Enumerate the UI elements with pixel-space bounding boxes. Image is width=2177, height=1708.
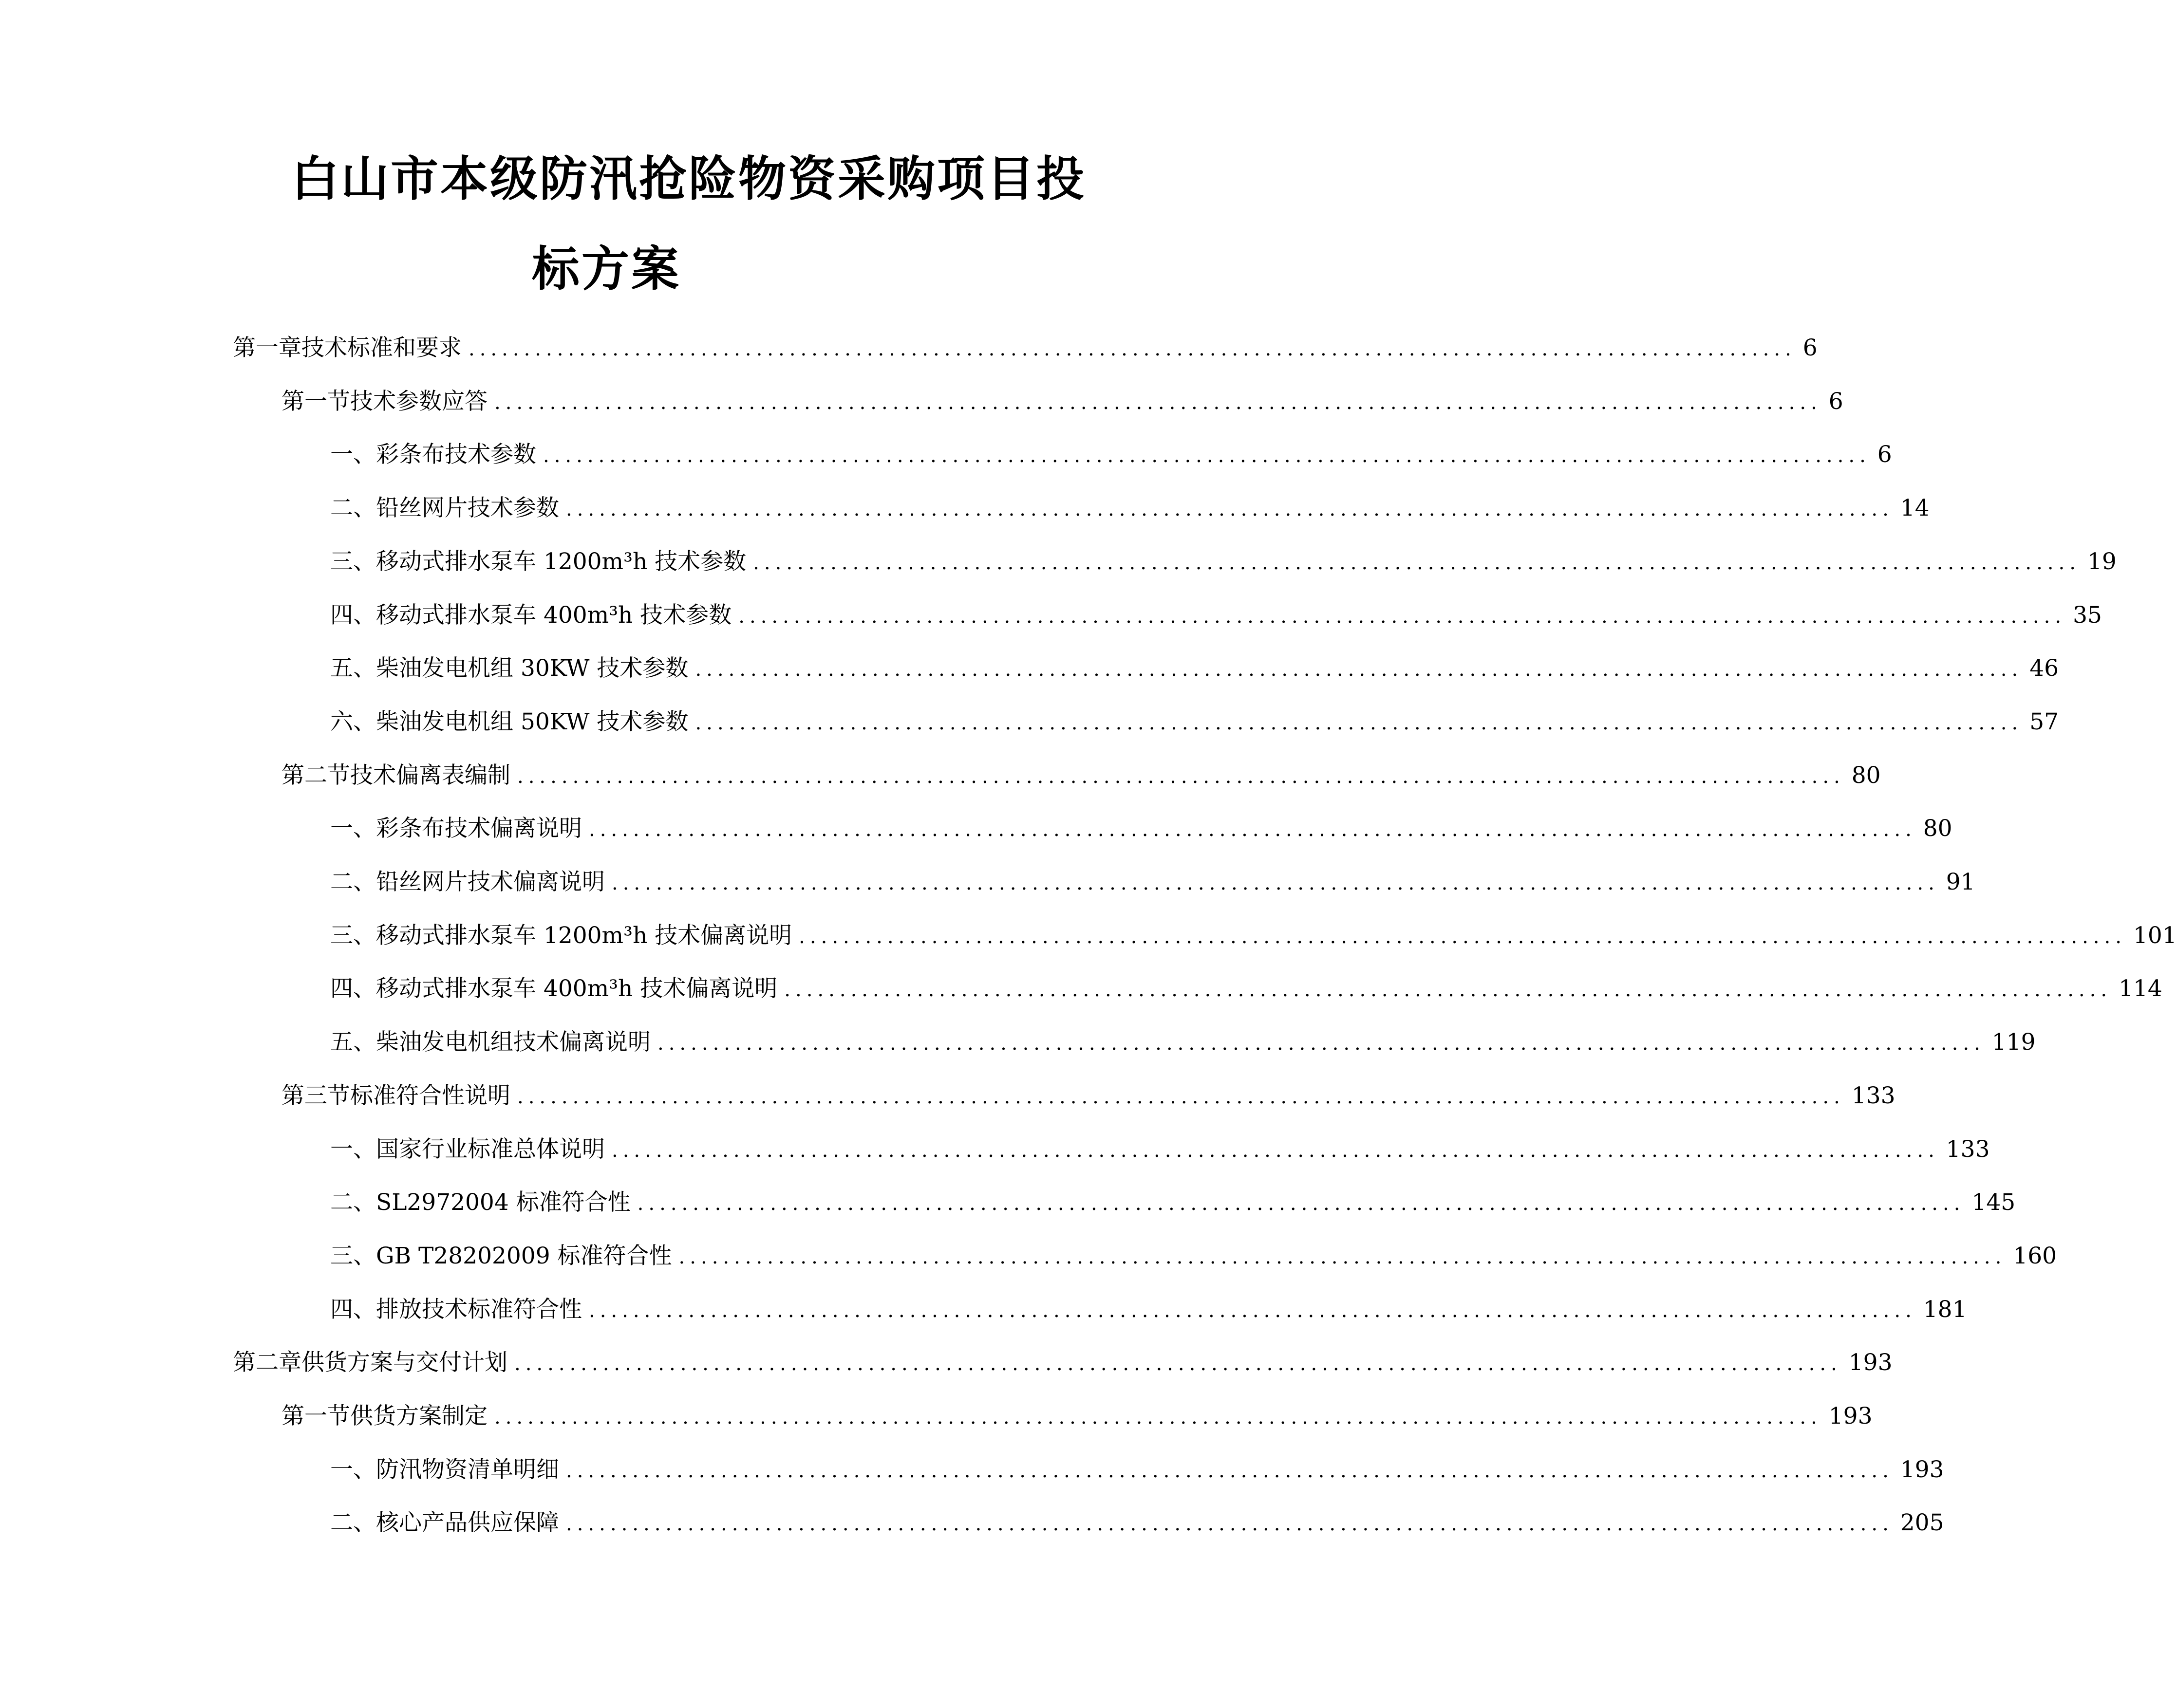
toc-entry-number: 第一章: [233, 334, 301, 361]
toc-entry[interactable]: [330, 812, 1952, 846]
toc-entry-number: 二、: [330, 1189, 376, 1216]
toc-entry-page-number: 193: [1848, 1349, 1893, 1376]
toc-entry-number: 三、: [330, 922, 376, 949]
toc-entry[interactable]: [282, 1079, 1895, 1113]
toc-entry-number: 四、: [330, 601, 376, 629]
toc-entry-title: 铅丝网片技术参数: [376, 495, 559, 522]
toc-entry[interactable]: [282, 759, 1881, 793]
toc-entry-number: 四、: [330, 975, 376, 1003]
toc-dot-leader: ........................................................................................................................: [657, 1032, 1985, 1055]
toc-entry-title: 技术标准和要求: [301, 334, 462, 361]
toc-entry[interactable]: [330, 1293, 1967, 1327]
toc-entry-page-number: 80: [1851, 761, 1881, 789]
toc-dot-leader: ........................................................................................................................: [695, 711, 2023, 734]
toc-entry[interactable]: [233, 331, 1818, 365]
toc-entry[interactable]: [330, 1025, 2036, 1059]
toc-entry-title: 国家行业标准总体说明: [376, 1135, 605, 1163]
toc-entry[interactable]: [330, 545, 2117, 579]
toc-dot-leader: ........................................................................................................................: [695, 658, 2023, 681]
toc-dot-leader: ........................................................................................................................: [589, 818, 1916, 841]
toc-entry-title: 技术参数应答: [350, 388, 488, 415]
toc-dot-leader: ........................................................................................................................: [637, 1192, 1965, 1215]
toc-entry-title: 柴油发电机组技术偏离说明: [376, 1029, 651, 1056]
toc-entry-page-number: 114: [2119, 975, 2162, 1003]
toc-entry-number: 四、: [330, 1296, 376, 1323]
toc-entry[interactable]: [330, 865, 1975, 899]
toc-entry[interactable]: [330, 651, 2059, 686]
toc-entry[interactable]: [330, 972, 2162, 1006]
toc-entry-number: 一、: [330, 441, 376, 468]
document-title-line-1: 白山市本级防汛抢险物资采购项目投: [291, 151, 1087, 207]
toc-entry-title: 柴油发电机组 30KW 技术参数: [376, 655, 689, 682]
toc-dot-leader: ........................................................................................................................: [589, 1299, 1916, 1322]
toc-dot-leader: ........................................................................................................................: [799, 925, 2126, 948]
toc-entry-number: 第一节: [282, 388, 350, 415]
toc-dot-leader: ........................................................................................................................: [612, 1139, 1939, 1162]
toc-entry-title: 移动式排水泵车 1200m³h 技术偏离说明: [376, 922, 792, 949]
toc-entry-title: 彩条布技术参数: [376, 441, 536, 468]
toc-entry-title: 柴油发电机组 50KW 技术参数: [376, 708, 689, 735]
toc-entry-page-number: 181: [1923, 1296, 1967, 1323]
toc-entry-number: 三、: [330, 1242, 376, 1269]
toc-entry-page-number: 205: [1900, 1509, 1944, 1537]
toc-entry-title: 供货方案与交付计划: [301, 1349, 507, 1376]
toc-entry-title: 铅丝网片技术偏离说明: [376, 869, 605, 895]
toc-entry-page-number: 193: [1900, 1456, 1944, 1483]
toc-entry-title: 技术偏离表编制: [350, 761, 510, 789]
toc-entry-number: 二、: [330, 1509, 376, 1537]
toc-dot-leader: ........................................................................................................................: [678, 1245, 2007, 1268]
toc-entry-title: 移动式排水泵车 1200m³h 技术参数: [376, 548, 747, 575]
toc-entry-page-number: 91: [1946, 869, 1975, 895]
toc-entry-page-number: 119: [1991, 1029, 2036, 1056]
toc-entry[interactable]: [233, 1346, 1893, 1380]
toc-dot-leader: ........................................................................................................................: [494, 391, 1822, 414]
toc-entry-title: 移动式排水泵车 400m³h 技术偏离说明: [376, 975, 778, 1003]
toc-entry[interactable]: [330, 705, 2059, 739]
toc-dot-leader: ........................................................................................................................: [494, 1406, 1822, 1429]
toc-entry-title: 防汛物资清单明细: [376, 1456, 559, 1483]
toc-entry[interactable]: [330, 1453, 1944, 1487]
toc-entry-page-number: 133: [1946, 1135, 1990, 1163]
toc-dot-leader: ........................................................................................................................: [612, 872, 1939, 894]
toc-entry-title: SL2972004 标准符合性: [376, 1189, 631, 1216]
toc-dot-leader: ........................................................................................................................: [566, 498, 1894, 521]
toc-entry[interactable]: [282, 385, 1843, 419]
toc-entry[interactable]: [330, 1239, 2057, 1273]
toc-dot-leader: ........................................................................................................................: [469, 338, 1796, 360]
toc-entry-page-number: 6: [1802, 334, 1818, 361]
toc-entry-number: 五、: [330, 655, 376, 682]
toc-entry[interactable]: [330, 1506, 1944, 1540]
toc-dot-leader: ........................................................................................................................: [517, 1085, 1845, 1108]
toc-dot-leader: ........................................................................................................................: [514, 1353, 1842, 1375]
toc-entry[interactable]: [330, 1186, 2016, 1220]
toc-entry-number: 一、: [330, 1456, 376, 1483]
toc-entry-number: 一、: [330, 815, 376, 842]
toc-entry-page-number: 193: [1828, 1403, 1873, 1430]
document-title-line-2: 标方案: [532, 241, 681, 297]
toc-entry-title: 彩条布技术偏离说明: [376, 815, 582, 842]
toc-entry[interactable]: [330, 919, 2177, 953]
toc-entry[interactable]: [330, 598, 2102, 632]
toc-dot-leader: ........................................................................................................................: [738, 605, 2066, 628]
toc-entry-number: 二、: [330, 869, 376, 895]
toc-entry-page-number: 145: [1971, 1189, 2016, 1216]
toc-entry-page-number: 46: [2029, 655, 2059, 682]
toc-entry-page-number: 6: [1877, 441, 1892, 468]
toc-entry[interactable]: [330, 438, 1892, 472]
toc-entry-number: 第一节: [282, 1403, 350, 1430]
toc-entry-title: 核心产品供应保障: [376, 1509, 559, 1537]
toc-dot-leader: ........................................................................................................................: [566, 1513, 1894, 1536]
toc-dot-leader: ........................................................................................................................: [566, 1459, 1894, 1482]
toc-entry-number: 五、: [330, 1029, 376, 1056]
toc-entry-page-number: 19: [2087, 548, 2117, 575]
toc-entry-page-number: 6: [1828, 388, 1843, 415]
toc-entry-number: 第二节: [282, 761, 350, 789]
toc-dot-leader: ........................................................................................................................: [517, 765, 1845, 788]
toc-entry-number: 第三节: [282, 1082, 350, 1109]
toc-entry-title: 供货方案制定: [350, 1403, 488, 1430]
toc-dot-leader: ........................................................................................................................: [753, 551, 2081, 574]
toc-entry[interactable]: [330, 1132, 1990, 1167]
toc-entry-page-number: 14: [1900, 495, 1930, 522]
toc-entry-page-number: 57: [2029, 708, 2059, 735]
toc-entry-page-number: 101: [2133, 922, 2177, 949]
toc-entry-title: 标准符合性说明: [350, 1082, 510, 1109]
toc-entry-page-number: 35: [2073, 601, 2102, 629]
toc-entry-number: 三、: [330, 548, 376, 575]
toc-entry-title: 移动式排水泵车 400m³h 技术参数: [376, 601, 732, 629]
toc-entry-number: 一、: [330, 1135, 376, 1163]
toc-entry[interactable]: [330, 491, 1930, 525]
toc-entry-number: 二、: [330, 495, 376, 522]
toc-entry-title: 排放技术标准符合性: [376, 1296, 582, 1323]
toc-entry-number: 六、: [330, 708, 376, 735]
toc-entry-number: 第二章: [233, 1349, 301, 1376]
toc-entry-page-number: 160: [2013, 1242, 2057, 1269]
toc-dot-leader: ........................................................................................................................: [543, 445, 1871, 467]
toc-entry[interactable]: [282, 1399, 1873, 1433]
toc-entry-page-number: 133: [1851, 1082, 1895, 1109]
toc-dot-leader: ........................................................................................................................: [784, 979, 2112, 1002]
toc-entry-title: GB T28202009 标准符合性: [376, 1242, 672, 1269]
toc-entry-page-number: 80: [1923, 815, 1952, 842]
